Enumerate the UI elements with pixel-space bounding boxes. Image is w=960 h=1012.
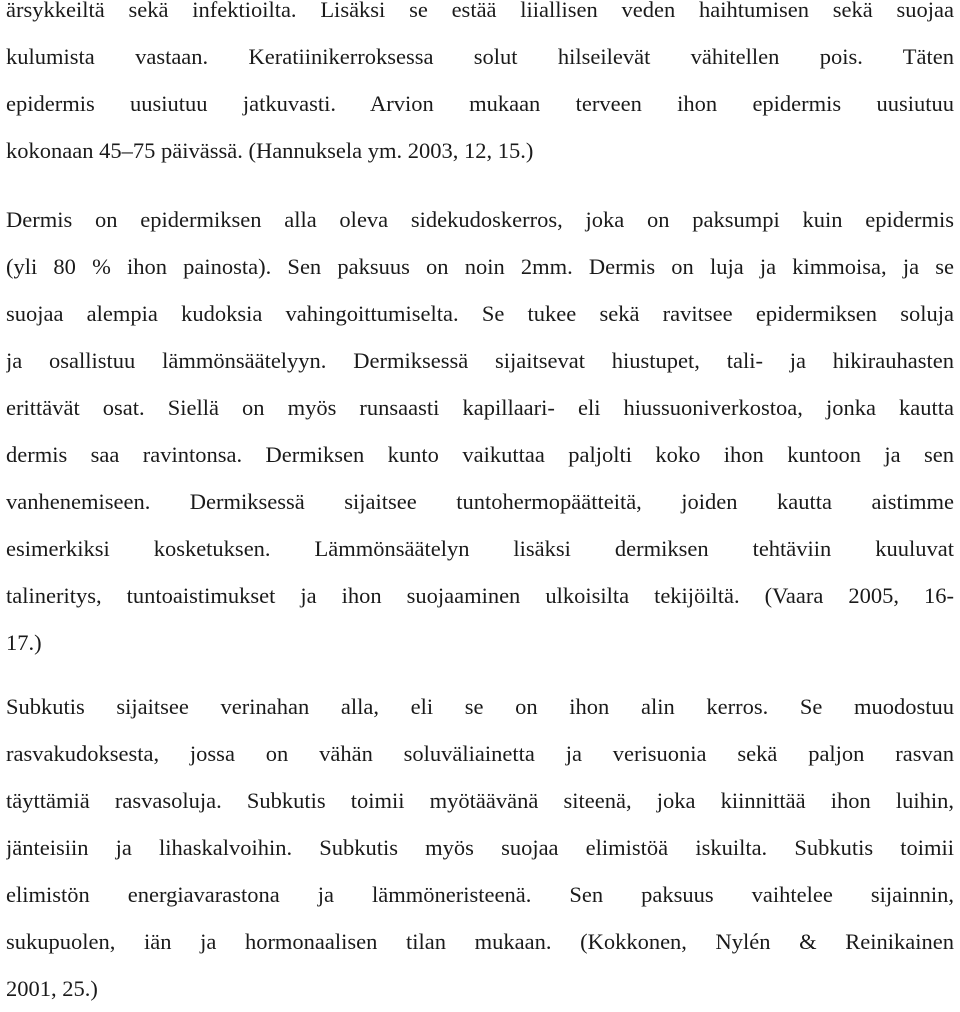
text-line: (yli 80 % ihon painosta). Sen paksuus on noin 2mm. Dermis on luja ja kimmoisa, ja se [6, 254, 954, 279]
text-line: epidermis uusiutuu jatkuvasti. Arvion mukaan terveen ihon epidermis uusiutuu [6, 91, 954, 116]
text-line: täyttämiä rasvasoluja. Subkutis toimii myötäävänä siteenä, joka kiinnittää ihon luihin, [6, 788, 954, 813]
paragraph-epidermis [6, 0, 954, 174]
text-line: kulumista vastaan. Keratiinikerroksessa solut hilseilevät vähitellen pois. Täten [6, 44, 954, 69]
text-line: ärsykkeiltä sekä infektioilta. Lisäksi se estää liiallisen veden haihtumisen sekä suojaa [6, 0, 954, 22]
text-line: 2001, 25.) [6, 976, 98, 1001]
text-line: elimistön energiavarastona ja lämmöneristeenä. Sen paksuus vaihtelee sijainnin, [6, 882, 954, 907]
text-line: sukupuolen, iän ja hormonaalisen tilan mukaan. (Kokkonen, Nylén & Reinikainen [6, 929, 954, 954]
text-line: kokonaan 45–75 päivässä. (Hannuksela ym. 2003, 12, 15.) [6, 138, 534, 163]
text-line: esimerkiksi kosketuksen. Lämmönsäätelyn lisäksi dermiksen tehtäviin kuuluvat [6, 536, 954, 561]
text-line: rasvakudoksesta, jossa on vähän soluväliainetta ja verisuonia sekä paljon rasvan [6, 741, 954, 766]
text-line: jänteisiin ja lihaskalvoihin. Subkutis myös suojaa elimistöä iskuilta. Subkutis toimii [6, 835, 954, 860]
text-line: suojaa alempia kudoksia vahingoittumiselta. Se tukee sekä ravitsee epidermiksen soluja [6, 301, 954, 326]
text-line: dermis saa ravintonsa. Dermiksen kunto vaikuttaa paljolti koko ihon kuntoon ja sen [6, 442, 954, 467]
paragraph-dermis [6, 196, 954, 666]
text-line: Subkutis sijaitsee verinahan alla, eli se on ihon alin kerros. Se muodostuu [6, 694, 954, 719]
paragraph-subkutis [6, 683, 954, 1012]
text-line: ja osallistuu lämmönsäätelyyn. Dermiksessä sijaitsevat hiustupet, tali- ja hikirauhasten [6, 348, 954, 373]
text-line: talineritys, tuntoaistimukset ja ihon suojaaminen ulkoisilta tekijöiltä. (Vaara 2005, 16- [6, 583, 954, 608]
text-line: Dermis on epidermiksen alla oleva sidekudoskerros, joka on paksumpi kuin epidermis [6, 207, 954, 232]
text-line: vanhenemiseen. Dermiksessä sijaitsee tuntohermopäätteitä, joiden kautta aistimme [6, 489, 954, 514]
text-line: erittävät osat. Siellä on myös runsaasti kapillaari- eli hiussuoniverkostoa, jonka kautta [6, 395, 954, 420]
text-line: 17.) [6, 630, 42, 655]
